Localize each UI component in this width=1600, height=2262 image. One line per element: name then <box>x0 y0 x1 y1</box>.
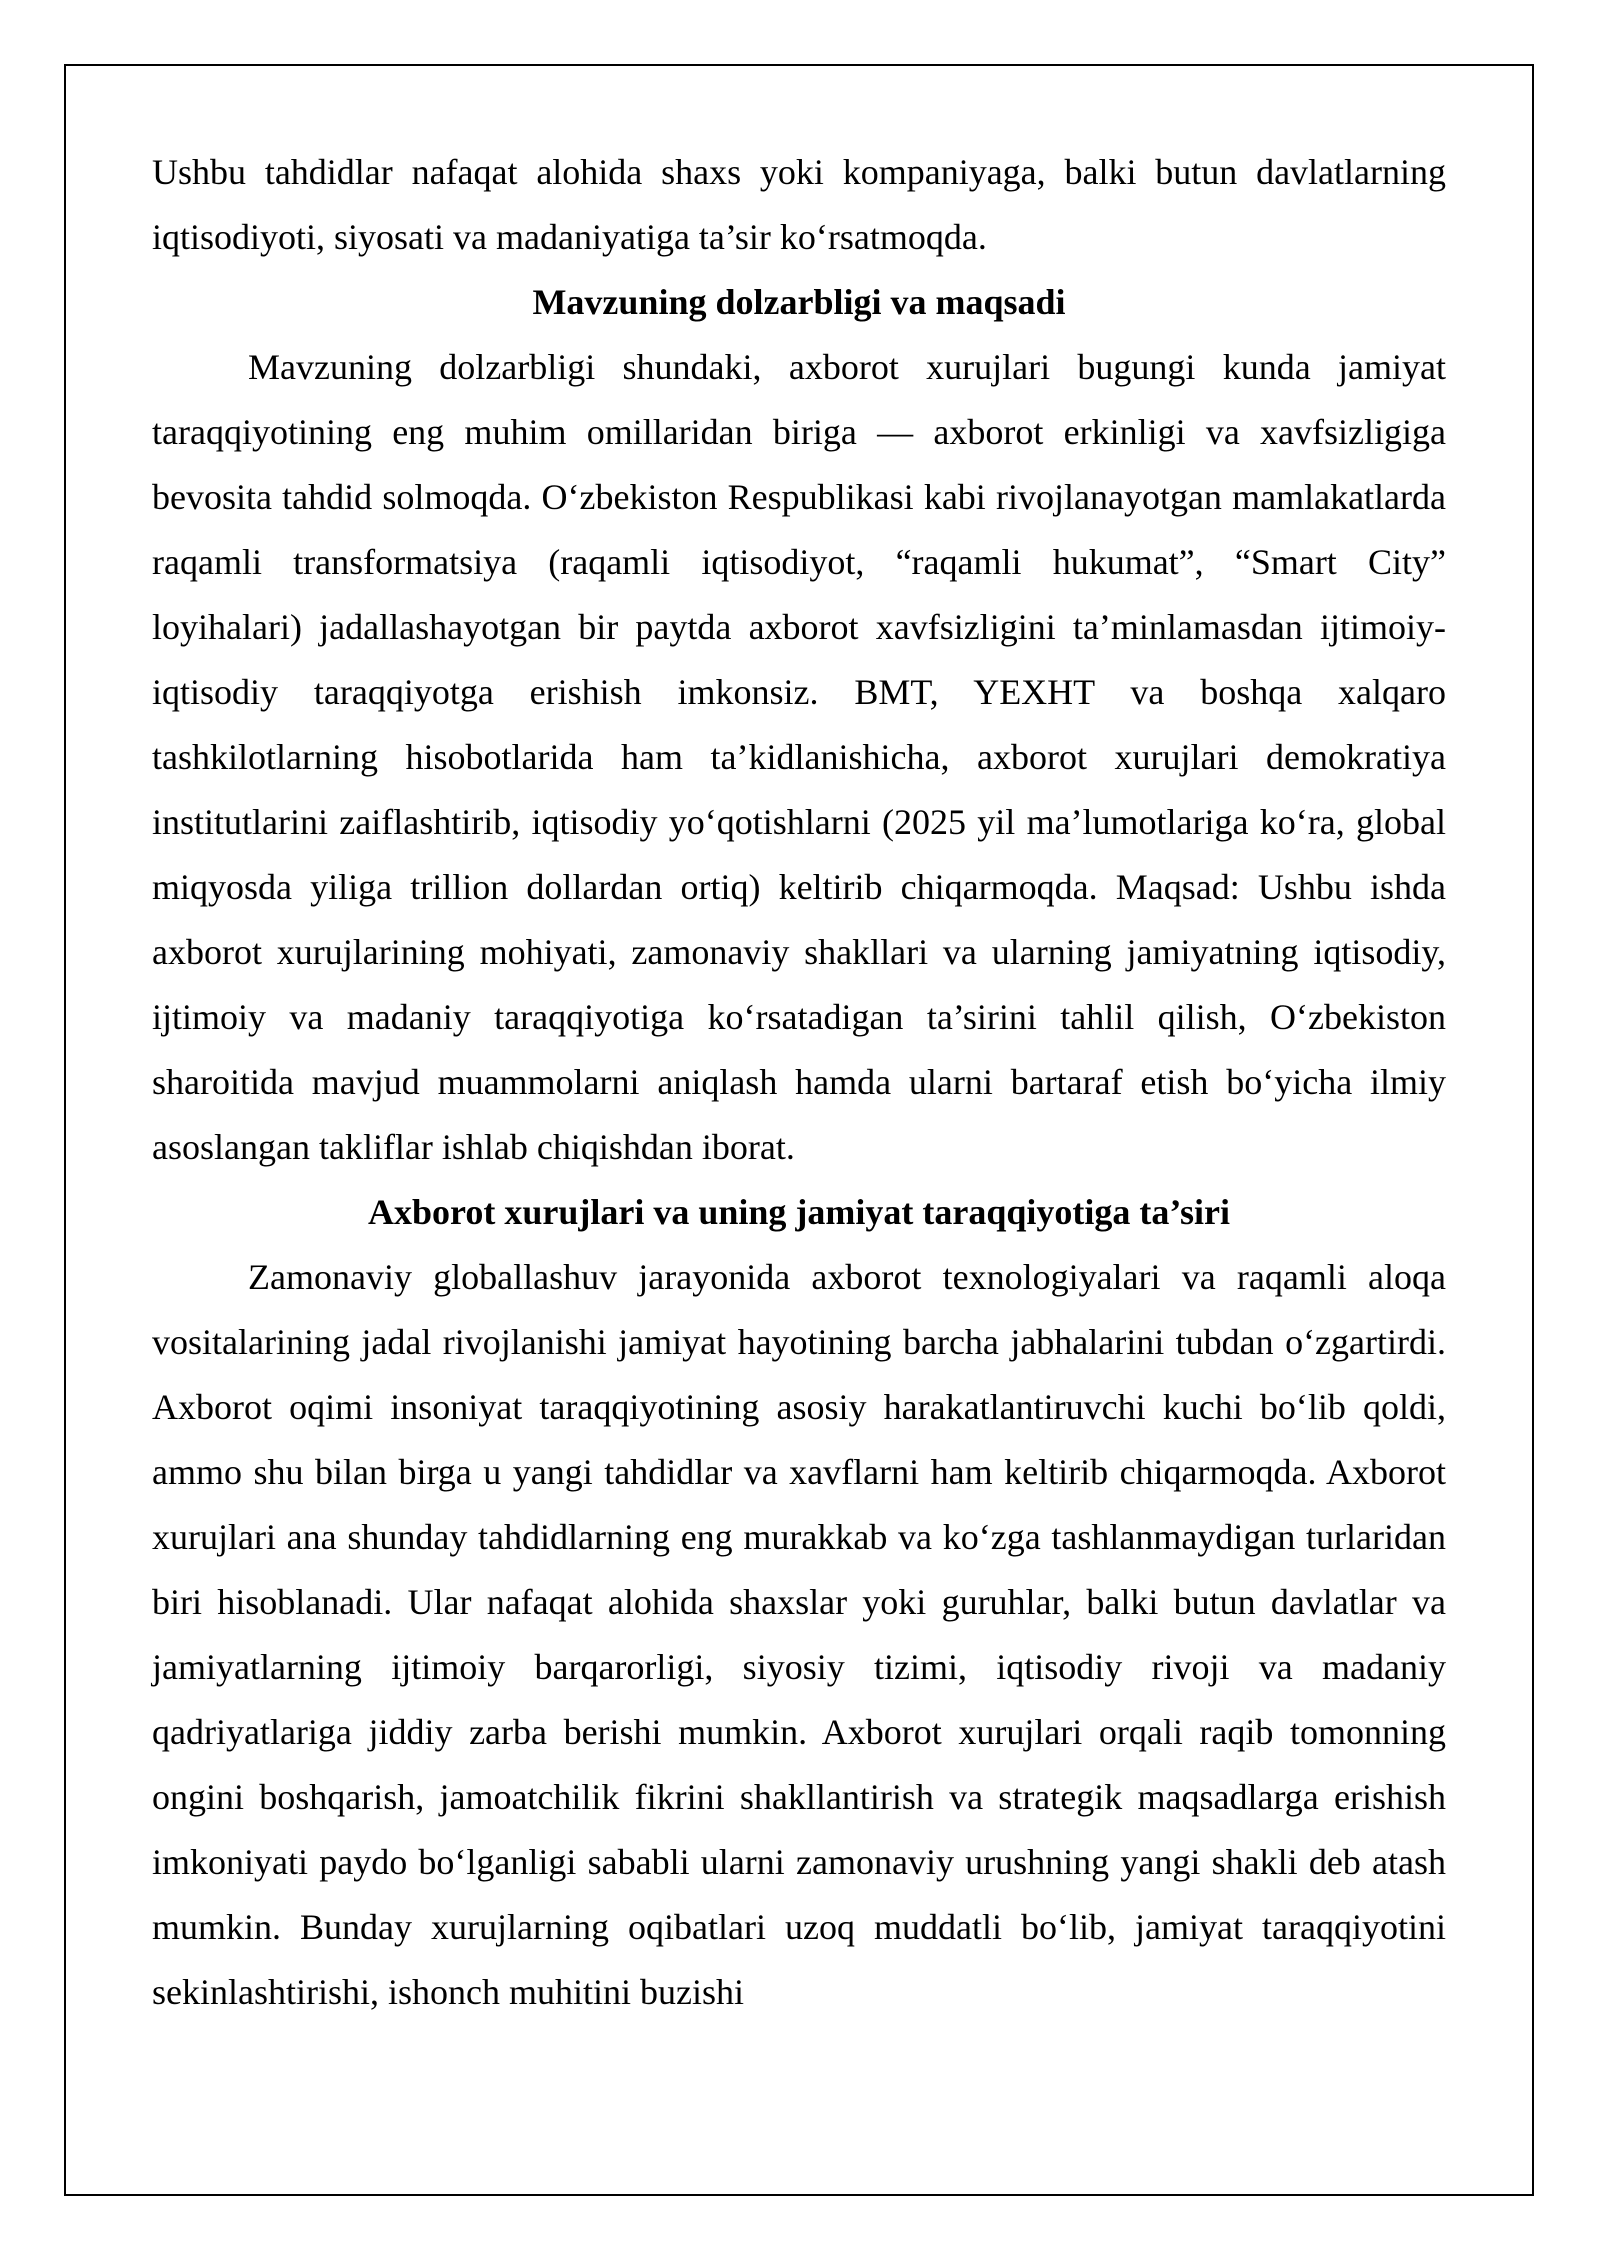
body-paragraph-relevance: Mavzuning dolzarbligi shundaki, axborot xurujlari bugungi kunda jamiyat taraqqiyotining eng muhim omillaridan biriga — axborot erkinligi va xavfsizligiga bevosita tahdid solmoqda. O‘zbekiston Respublikasi kabi rivojlanayotgan mamlakatlarda raqamli transformatsiya (raqamli iqtisodiyot, “raqamli hukumat”, “Smart City” loyihalari) jadallashayotgan bir paytda axborot xavfsizligini ta’minlamasdan ijtimoiy-iqtisodiy taraqqiyotga erishish imkonsiz. BMT, YEXHT va boshqa xalqaro tashkilotlarning hisobotlarida ham ta’kidlanishicha, axborot xurujlari demokratiya institutlarini zaiflashtirib, iqtisodiy yo‘qotishlarni (2025 yil ma’lumotlariga ko‘ra, global miqyosda yiliga trillion dollardan ortiq) keltirib chiqarmoqda. Maqsad: Ushbu ishda axborot xurujlarining mohiyati, zamonaviy shakllari va ularning jamiyatning iqtisodiy, ijtimoiy va madaniy taraqqiyotiga ko‘rsatadigan ta’sirini tahlil qilish, O‘zbekiston sharoitida mavjud muammolarni aniqlash hamda ularni bartaraf etish bo‘yicha ilmiy asoslangan takliflar ishlab chiqishdan iborat. <box>152 347 1446 1167</box>
section-heading-relevance: Mavzuning dolzarbligi va maqsadi <box>532 282 1066 322</box>
body-paragraph-impact: Zamonaviy globallashuv jarayonida axborot texnologiyalari va raqamli aloqa vositalarining jadal rivojlanishi jamiyat hayotining barcha jabhalarini tubdan o‘zgartirdi. Axborot oqimi insoniyat taraqqiyotining asosiy harakatlantiruvchi kuchi bo‘lib qoldi, ammo shu bilan birga u yangi tahdidlar va xavflarni ham keltirib chiqarmoqda. Axborot xurujlari ana shunday tahdidlarning eng murakkab va ko‘zga tashlanmaydigan turlaridan biri hisoblanadi. Ular nafaqat alohida shaxslar yoki guruhlar, balki butun davlatlar va jamiyatlarning ijtimoiy barqarorligi, siyosiy tizimi, iqtisodiy rivoji va madaniy qadriyatlariga jiddiy zarba berishi mumkin. Axborot xurujlari orqali raqib tomonning ongini boshqarish, jamoatchilik fikrini shakllantirish va strategik maqsadlarga erishish imkoniyati paydo bo‘lganligi sababli ularni zamonaviy urushning yangi shakli deb atash mumkin. Bunday xurujlarning oqibatlari uzoq muddatli bo‘lib, jamiyat taraqqiyotini sekinlashtirishi, ishonch muhitini buzishi <box>152 1257 1446 2012</box>
document-body <box>152 140 1446 2025</box>
body-paragraph-intro: Ushbu tahdidlar nafaqat alohida shaxs yoki kompaniyaga, balki butun davlatlarning iqtisodiyoti, siyosati va madaniyatiga ta’sir ko‘rsatmoqda. <box>152 152 1446 257</box>
section-heading-impact: Axborot xurujlari va uning jamiyat taraqqiyotiga ta’siri <box>368 1192 1230 1232</box>
